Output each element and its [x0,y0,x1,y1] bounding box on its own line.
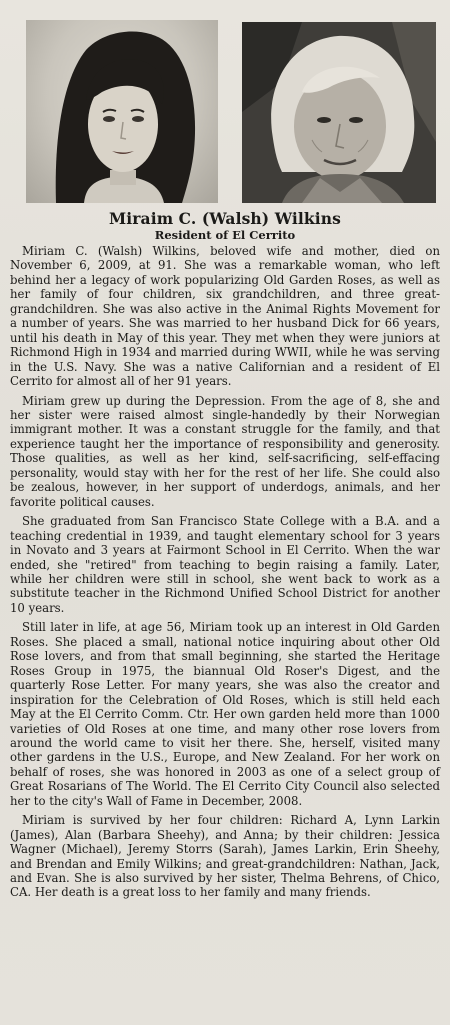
paragraph-4: Still later in life, at age 56, Miriam took up an interest in Old Garden Roses. She placed a small, national notice inquiring about other Old Rose lovers, and from that small beginning, she started the Heritage Roses Group in 1975, the biannual Old Roser's Digest, and the quarterly Rose Letter. For many years, she was also the creator and inspiration for the Celebration of Old Roses, which is still held each May at the El Cerrito Comm. Ctr. Her own garden held more than 1000 varieties of Old Roses at one time, and many other rose lovers from around the world came to visit her there. She, herself, visited many other gardens in the U.S., Europe, and New Zealand. For her work on behalf of roses, she was honored in 2003 as one of a select group of Great Rosarians of The World. The El Cerrito City Council also selected her to the city's Wall of Fame in December, 2008. [10,620,440,808]
photo-row [4,6,446,203]
paragraph-2: Miriam grew up during the Depression. From the age of 8, she and her sister were raised almost single-handedly by their Norwegian immigrant mother. It was a constant struggle for the family, and that experience taught her the importance of responsibility and generosity. Those qualities, as well as her kind, self-sacrificing, self-effacing personality, would stay with her for the rest of her life. She could also be zealous, however, in her support of underdogs, animals, and her favorite political causes. [10,393,440,509]
portrait-elderly-woman-icon [242,22,436,203]
paragraph-3: She graduated from San Francisco State College with a B.A. and a teaching credential in 1939, and taught elementary school for 3 years in Novato and 3 years at Fairmont School in El Cerrito. When the war ended, she "retired" from teaching to begin raising a family. Later, while her children were still in school, she went back to work as a substitute teacher in the Richmond Unified School District for another 10 years. [10,514,440,615]
paragraph-1: Miriam C. (Walsh) Wilkins, beloved wife and mother, died on November 6, 2009, at 91. She was a remarkable woman, who left behind her a legacy of work popularizing Old Garden Roses, as well as her family of four children, six grandchildren, and three great-grandchildren. She was also active in the Animal Rights Movement for a number of years. She was married to her husband Dick for 66 years, until his death in May of this year. They met when they were juniors at Richmond High in 1934 and married during WWII, while he was serving in the U.S. Navy. She was a native Californian and a resident of El Cerrito for almost all of her 91 years. [10,244,440,389]
obituary-subhead: Resident of El Cerrito [154,228,296,242]
obituary-body [4,244,446,900]
obituary-headline: Miraim C. (Walsh) Wilkins [109,209,341,228]
paragraph-5: Miriam is survived by her four children: Richard A, Lynn Larkin (James), Alan (Barbara Sheehy), and Anna; by their children: Jessica Wagner (Michael), Jeremy Storrs (Sarah), James Larkin, Erin Sheehy, and Brendan and Emily Wilkins; and great-grandchildren: Nathan, Jack, and Evan. She is also survived by her sister, Thelma Behrens, of Chico, CA. Her death is a great loss to her family and many friends. [10,813,440,900]
portrait-young-woman-icon [26,20,218,203]
